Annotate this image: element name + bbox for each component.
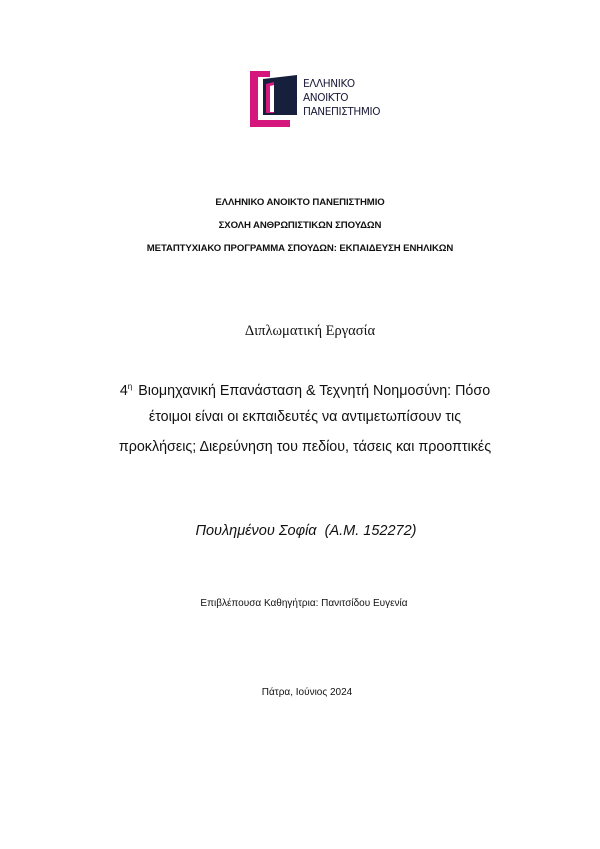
logo-wordmark: [303, 77, 380, 119]
title-superscript: η: [127, 382, 133, 391]
university-logo: [250, 71, 395, 129]
school-name: ΣΧΟΛΗ ΑΝΘΡΩΠΙΣΤΙΚΩΝ ΣΠΟΥΔΩΝ: [218, 220, 382, 231]
place-date: Πάτρα, Ιούνιος 2024: [261, 687, 353, 698]
author: Πουλημένου Σοφία (Α.Μ. 152272): [195, 523, 417, 539]
program-name: ΜΕΤΑΠΤΥΧΙΑΚΟ ΠΡΟΓΡΑΜΜΑ ΣΠΟΥΔΩΝ: ΕΚΠΑΙΔΕΥΣΗ ΕΝΗΛΙΚΩΝ: [146, 243, 454, 254]
supervisor: Επιβλέπουσα Καθηγήτρια: Πανιτσίδου Ευγενία: [200, 598, 408, 609]
university-logo-icon: [250, 71, 298, 127]
thesis-title-line-3: προκλήσεις; Διερεύνηση του πεδίου, τάσεις και προοπτικές: [118, 439, 492, 455]
thesis-title-line-1: [0, 377, 600, 401]
logo-line: ΑΝΟΙΚΤΟ: [303, 92, 349, 104]
university-name: ΕΛΛΗΝΙΚΟ ΑΝΟΙΚΤΟ ΠΑΝΕΠΙΣΤΗΜΙΟ: [215, 197, 385, 208]
logo-line: ΠΑΝΕΠΙΣΤΗΜΙΟ: [303, 106, 381, 118]
thesis-type: Διπλωματική Εργασία: [244, 323, 376, 339]
thesis-title-line-2: έτοιμοι είναι οι εκπαιδευτές να αντιμετωπίσουν τις: [148, 409, 462, 425]
logo-line: ΕΛΛΗΝΙΚΟ: [303, 78, 355, 90]
title-line-1-text: Βιομηχανική Επανάσταση & Τεχνητή Νοημοσύνη: Πόσο: [138, 383, 491, 399]
title-number: 4: [119, 383, 128, 399]
